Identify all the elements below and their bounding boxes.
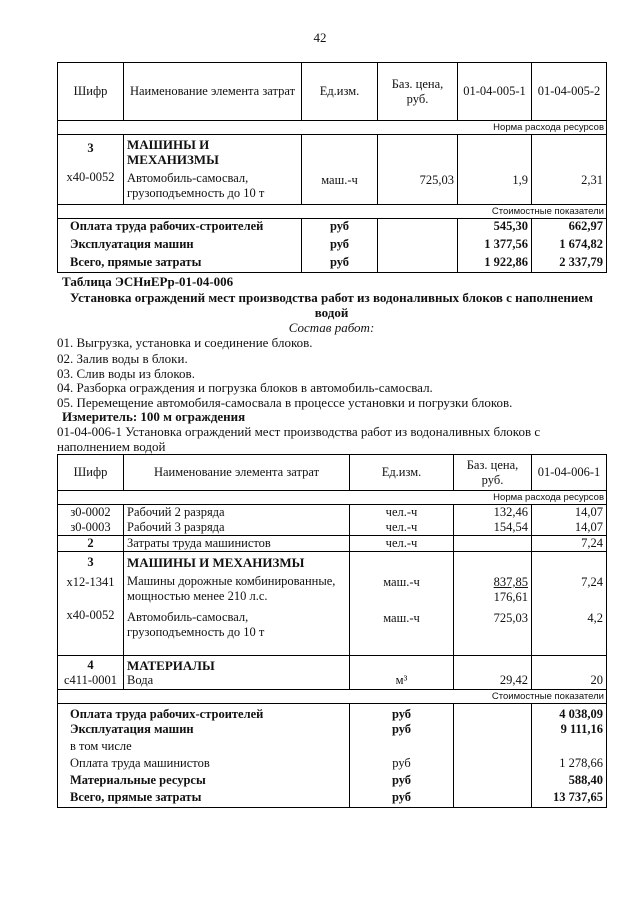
section-name-cell bbox=[124, 135, 302, 205]
row-price: 132,46 bbox=[454, 505, 532, 521]
total-v1: 1 377,56 bbox=[458, 237, 532, 255]
section-number: 4 bbox=[87, 658, 94, 672]
total-v1: 9 111,16 bbox=[532, 722, 607, 739]
row-name: Автомобиль-самосвал, грузоподъемность до 10 т bbox=[127, 171, 265, 200]
row-v1: 7,24 bbox=[581, 575, 603, 589]
meter: Измеритель: 100 м ограждения bbox=[62, 409, 246, 424]
unit-cell bbox=[350, 552, 454, 656]
section-cell bbox=[58, 135, 124, 205]
row-name: Машины дорожные комбинированные, мощностью менее 210 л.с. bbox=[127, 574, 336, 603]
norm-label: Норма расхода ресурсов bbox=[58, 121, 607, 135]
total-v1: 588,40 bbox=[532, 773, 607, 790]
header-code: Шифр bbox=[58, 63, 124, 121]
row-code: х12-1341 bbox=[66, 575, 115, 589]
header-col1: 01-04-006-1 bbox=[532, 455, 607, 491]
section-title: МАТЕРИАЛЫ bbox=[127, 658, 215, 673]
subtitle-line-2: водой bbox=[314, 305, 349, 320]
work-item: 04. Разборка ограждения и погрузка блоков в автомобиль-самосвал. bbox=[57, 380, 433, 395]
total-v1: 1 922,86 bbox=[458, 255, 532, 273]
section-title: МАШИНЫ И МЕХАНИЗМЫ bbox=[127, 137, 219, 167]
total-v1: 545,30 bbox=[458, 219, 532, 237]
work-item: 02. Залив воды в блоки. bbox=[57, 351, 188, 366]
header-name: Наименование элемента затрат bbox=[124, 63, 302, 121]
total-label: Оплата труда рабочих-строителей bbox=[58, 219, 302, 237]
row-price: 837,85 bbox=[493, 575, 528, 589]
row-unit: маш.-ч bbox=[383, 611, 420, 625]
row-name: Затраты труда машинистов bbox=[124, 536, 350, 552]
total-v1: 4 038,09 bbox=[532, 704, 607, 723]
section-number: 3 bbox=[87, 141, 94, 155]
row-v1: 20 bbox=[532, 656, 607, 690]
row-code: з0-0002 bbox=[58, 505, 124, 521]
item-line-1: 01-04-006-1 Установка ограждений мест производства работ из водоналивных блоков с bbox=[57, 424, 541, 439]
total-label: Всего, прямые затраты bbox=[58, 255, 302, 273]
page-number: 42 bbox=[313, 30, 327, 45]
work-item: 05. Перемещение автомобиля-самосвала в процессе установки и погрузки блоков. bbox=[57, 395, 513, 410]
resource-table-2 bbox=[57, 454, 607, 808]
value-cell bbox=[532, 552, 607, 656]
header-price: Баз. цена, руб. bbox=[378, 63, 458, 121]
row-v1: 4,2 bbox=[587, 611, 603, 625]
header-col2: 01-04-005-2 bbox=[532, 63, 607, 121]
row-unit: маш.-ч bbox=[383, 575, 420, 589]
total-label: Оплата труда рабочих-строителей bbox=[58, 704, 350, 723]
row-unit: чел.-ч bbox=[350, 520, 454, 536]
total-v1: 13 737,65 bbox=[532, 790, 607, 807]
section-name-cell bbox=[124, 552, 350, 656]
row-price: 725,03 bbox=[493, 611, 528, 625]
total-unit: руб bbox=[302, 219, 378, 237]
section-number: 3 bbox=[87, 555, 94, 569]
row-price: 725,03 bbox=[378, 135, 458, 205]
total-label: Всего, прямые затраты bbox=[58, 790, 350, 807]
section-title: МАШИНЫ И МЕХАНИЗМЫ bbox=[127, 555, 305, 570]
row-unit: чел.-ч bbox=[350, 505, 454, 521]
row-code: з0-0003 bbox=[58, 520, 124, 536]
row-v1: 14,07 bbox=[532, 520, 607, 536]
subtitle-line-1: Установка ограждений мест производства работ из водоналивных блоков с наполнением bbox=[70, 290, 593, 305]
row-price: 29,42 bbox=[454, 656, 532, 690]
composition-title: Состав работ: bbox=[288, 320, 375, 335]
row-v1: 1,9 bbox=[458, 135, 532, 205]
norm-label: Норма расхода ресурсов bbox=[58, 491, 607, 505]
row-name: Рабочий 2 разряда bbox=[124, 505, 350, 521]
row-name: Автомобиль-самосвал, грузоподъемность до 10 т bbox=[127, 610, 265, 639]
total-unit: руб bbox=[350, 756, 454, 773]
row-price: 154,54 bbox=[454, 520, 532, 536]
row-code: с411-0001 bbox=[64, 673, 117, 687]
resource-table-1 bbox=[57, 62, 607, 273]
row-name: Рабочий 3 разряда bbox=[124, 520, 350, 536]
row-price-secondary: 176,61 bbox=[493, 590, 528, 604]
total-unit bbox=[350, 739, 454, 756]
header-col1: 01-04-005-1 bbox=[458, 63, 532, 121]
row-unit: м³ bbox=[350, 656, 454, 690]
total-label: Эксплуатация машин bbox=[58, 722, 350, 739]
total-unit: руб bbox=[350, 790, 454, 807]
total-label: Эксплуатация машин bbox=[58, 237, 302, 255]
header-unit: Ед.изм. bbox=[350, 455, 454, 491]
total-unit: руб bbox=[350, 773, 454, 790]
header-price: Баз. цена, руб. bbox=[454, 455, 532, 491]
row-name: Вода bbox=[127, 673, 154, 687]
total-v1: 1 278,66 bbox=[532, 756, 607, 773]
work-item: 03. Слив воды из блоков. bbox=[57, 366, 195, 381]
total-v2: 662,97 bbox=[532, 219, 607, 237]
total-v1 bbox=[532, 739, 607, 756]
row-v2: 2,31 bbox=[532, 135, 607, 205]
row-code: х40-0052 bbox=[66, 608, 115, 622]
total-label: Материальные ресурсы bbox=[58, 773, 350, 790]
table-title: Таблица ЭСНиЕРр-01-04-006 bbox=[62, 274, 234, 289]
work-item: 01. Выгрузка, установка и соединение блоков. bbox=[57, 335, 313, 350]
total-unit: руб bbox=[302, 237, 378, 255]
item-line-2: наполнением водой bbox=[57, 439, 166, 454]
row-v1: 7,24 bbox=[532, 536, 607, 552]
total-label: Оплата труда машинистов bbox=[58, 756, 350, 773]
cost-label: Стоимостные показатели bbox=[58, 205, 607, 219]
row-code: х40-0052 bbox=[66, 170, 115, 184]
header-code: Шифр bbox=[58, 455, 124, 491]
section-name-cell bbox=[124, 656, 350, 690]
section-number: 2 bbox=[58, 536, 124, 552]
row-unit: маш.-ч bbox=[302, 135, 378, 205]
header-name: Наименование элемента затрат bbox=[124, 455, 350, 491]
section-cell bbox=[58, 552, 124, 656]
total-unit: руб bbox=[350, 722, 454, 739]
price-cell bbox=[454, 552, 532, 656]
section-cell bbox=[58, 656, 124, 690]
total-v2: 2 337,79 bbox=[532, 255, 607, 273]
row-v1: 14,07 bbox=[532, 505, 607, 521]
row-unit: чел.-ч bbox=[350, 536, 454, 552]
total-unit: руб bbox=[350, 704, 454, 723]
total-label: в том числе bbox=[58, 739, 350, 756]
total-v2: 1 674,82 bbox=[532, 237, 607, 255]
cost-label: Стоимостные показатели bbox=[58, 690, 607, 704]
header-unit: Ед.изм. bbox=[302, 63, 378, 121]
total-unit: руб bbox=[302, 255, 378, 273]
